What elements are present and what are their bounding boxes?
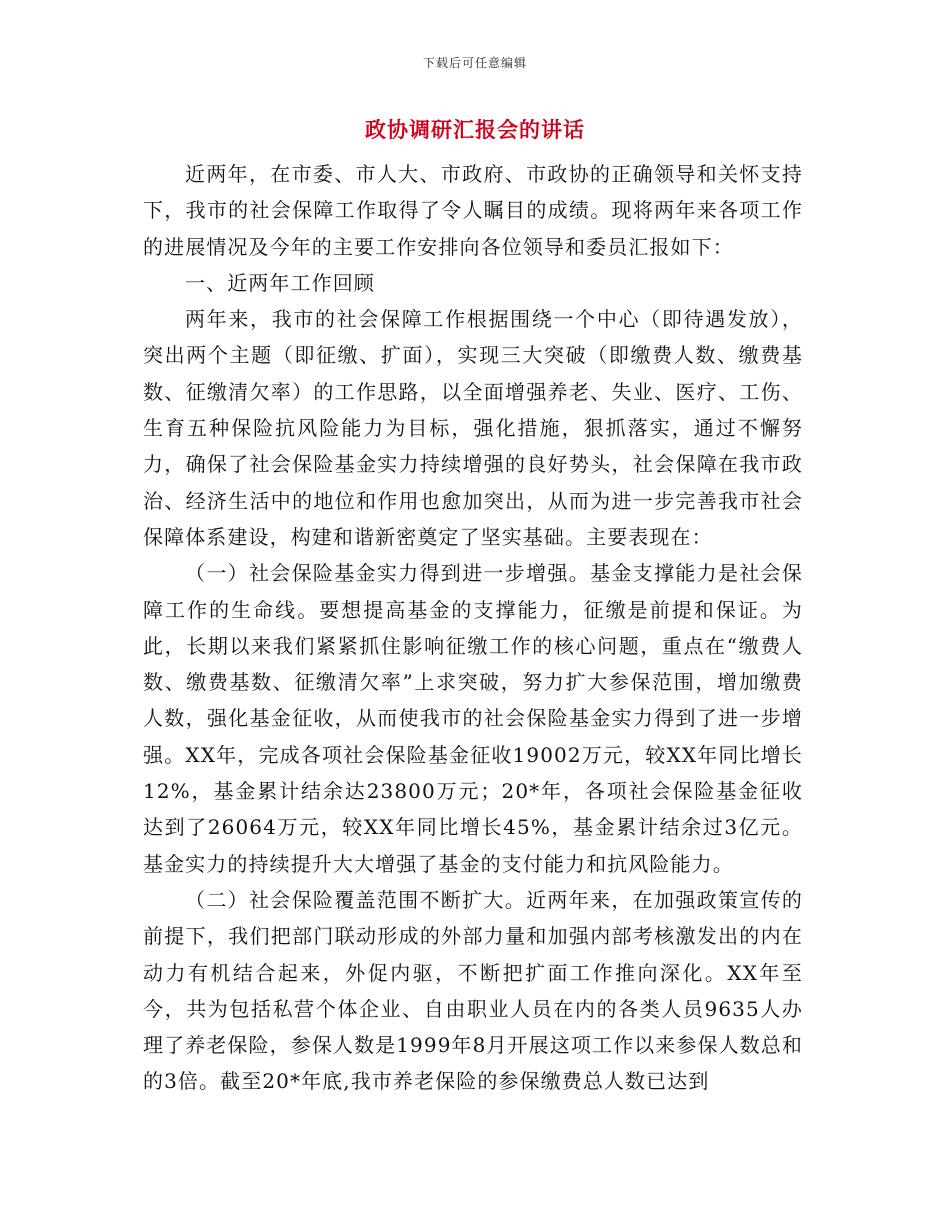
paragraph-coverage: （二）社会保险覆盖范围不断扩大。近两年来，在加强政策宣传的前提下，我们把部门联动形成的外部力量和加强内部考核激发出的内在动力有机结合起来，外促内驱，不断把扩面工作推向深化。XX年至今，共为包括私营个体企业、自由职业人员在内的各类人员9635人办理了养老保险，参保人数是1999年8月开展这项工作以来参保人数总和的3倍。截至20*年底,我市养老保险的参保缴费总人数已达到	[143, 887, 803, 1094]
section-heading-review: 一、近两年工作回顾	[185, 270, 375, 295]
paragraph-intro: 近两年，在市委、市人大、市政府、市政协的正确领导和关怀支持下，我市的社会保障工作取得了令人瞩目的成绩。现将两年来各项工作的进展情况及今年的主要工作安排向各位领导和委员汇报如下：	[143, 162, 803, 259]
header-note: 下载后可任意编辑	[422, 56, 527, 70]
paragraph-overview: 两年来，我市的社会保障工作根据围绕一个中心（即待遇发放），突出两个主题（即征缴、扩面），实现三大突破（即缴费人数、缴费基数、征缴清欠率）的工作思路，以全面增强养老、失业、医疗、工伤、生育五种保险抗风险能力为目标，强化措施，狠抓落实，通过不懈努力，确保了社会保险基金实力持续增强的良好势头，社会保障在我市政治、经济生活中的地位和作用也愈加突出，从而为进一步完善我市社会保障体系建设，构建和谐新密奠定了坚实基础。主要表现在：	[143, 307, 803, 549]
document-body	[143, 156, 803, 1100]
document-title: 政协调研汇报会的讲话	[365, 117, 585, 142]
paragraph-fund-strength: （一）社会保险基金实力得到进一步增强。基金支撑能力是社会保障工作的生命线。要想提高基金的支撑能力，征缴是前提和保证。为此，长期以来我们紧紧抓住影响征缴工作的核心问题，重点在“缴费人数、缴费基数、征缴清欠率”上求突破，努力扩大参保范围，增加缴费人数，强化基金征收，从而使我市的社会保险基金实力得到了进一步增强。XX年，完成各项社会保险基金征收19002万元，较XX年同比增长12%，基金累计结余达23800万元；20*年，各项社会保险基金征收达到了26064万元，较XX年同比增长45%，基金累计结余过3亿元。基金实力的持续提升大大增强了基金的支付能力和抗风险能力。	[143, 561, 803, 876]
